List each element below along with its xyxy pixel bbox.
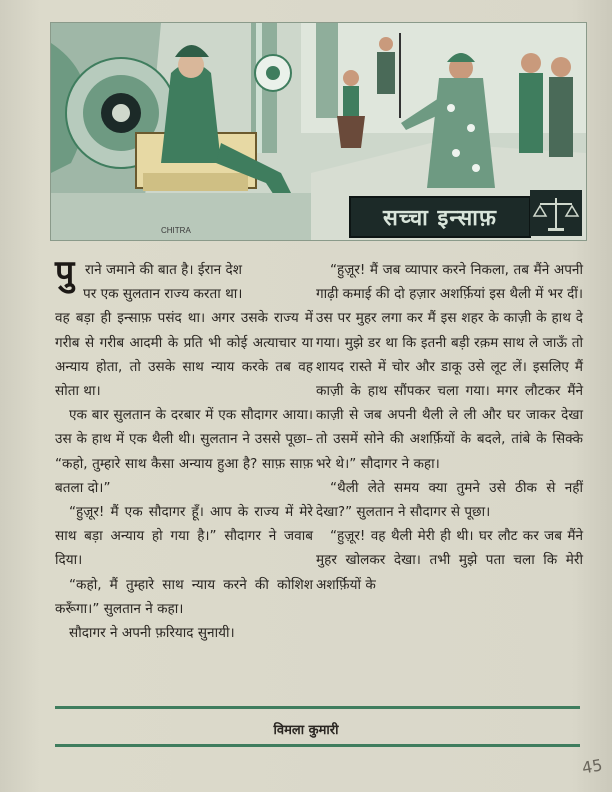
page-number: 45 <box>580 755 604 778</box>
footer-rule-top <box>55 706 580 709</box>
artist-signature: CHITRA <box>161 226 191 235</box>
left-column <box>55 253 313 645</box>
paragraph: “कहो, मैं तुम्हारे साथ न्याय करने की कोशिश करूँगा।” सुलतान ने कहा। <box>55 576 313 617</box>
author-name: विमला कुमारी <box>273 723 339 738</box>
opening-paragraph <box>55 253 313 403</box>
paragraph: “थैली लेते समय क्या तुमने उसे ठीक से नहीं देखा?” सुलतान ने सौदागर से पूछा। <box>316 479 583 521</box>
paragraph: सौदागर ने अपनी फ़रियाद सुनायी। <box>69 625 235 642</box>
opening-line-2: पर एक सुलतान राज्य करता था। <box>83 286 243 303</box>
story-title: सच्चा इन्साफ़ <box>349 196 531 238</box>
footer-rule-bottom <box>55 744 580 747</box>
right-column <box>316 258 583 597</box>
paragraph: “हुज़ूर! मैं एक सौदागर हूँ। आप के राज्य में मेरे साथ बड़ा अन्याय हो गया है।” सौदागर ने जवाब दिया। <box>55 504 313 569</box>
opening-paragraph-rest: वह बड़ा ही इन्साफ़ पसंद था। अगर उसके राज्य में गरीब से गरीब आदमी के प्रति भी कोई अत्याचार या अन्याय होता, तो उसके साथ न्याय करके तब वह सोता था। <box>55 310 313 400</box>
paragraph: “हुज़ूर! मैं जब व्यापार करने निकला, तब मैंने अपनी गाढ़ी कमाई की दो हज़ार अशर्फ़ियां इस थैली में भर दीं। उस पर मुहर लगा कर मैं इस शहर के काज़ी के हाथ दे गया। मुझे डर था कि इतनी बड़ी रक़म साथ ले जाऊँ तो शायद रास्ते में चोर और डाकू उसे लूट लें। इसलिए मैं काज़ी के हाथ सौंपकर चला गया। मगर लौटकर मैंने काज़ी से जब अपनी थैली ले ली और घर जाकर देखा तो उसमें सोने की अशर्फ़ियों के बदले, तांबे के सिक्के भरे थे।” सौदागर ने कहा। <box>316 262 583 472</box>
paragraph: “हुज़ूर! वह थैली मेरी ही थी। घर लौट कर जब मैंने मुहर खोलकर देखा। तभी मुझे पता चला कि मेरी अशर्फ़ियों के <box>316 528 583 593</box>
drop-cap: पु <box>55 253 75 293</box>
opening-line-1: राने जमाने की बात है। ईरान देश <box>85 262 242 278</box>
paragraph: एक बार सुलतान के दरबार में एक सौदागर आया। उस के हाथ में एक थैली थी। सुलतान ने उससे पूछा– “कहो, तुम्हारे साथ कैसा अन्याय हुआ है? साफ़ साफ़ बतला दो।” <box>55 407 313 496</box>
scales-of-justice-icon <box>530 190 582 236</box>
